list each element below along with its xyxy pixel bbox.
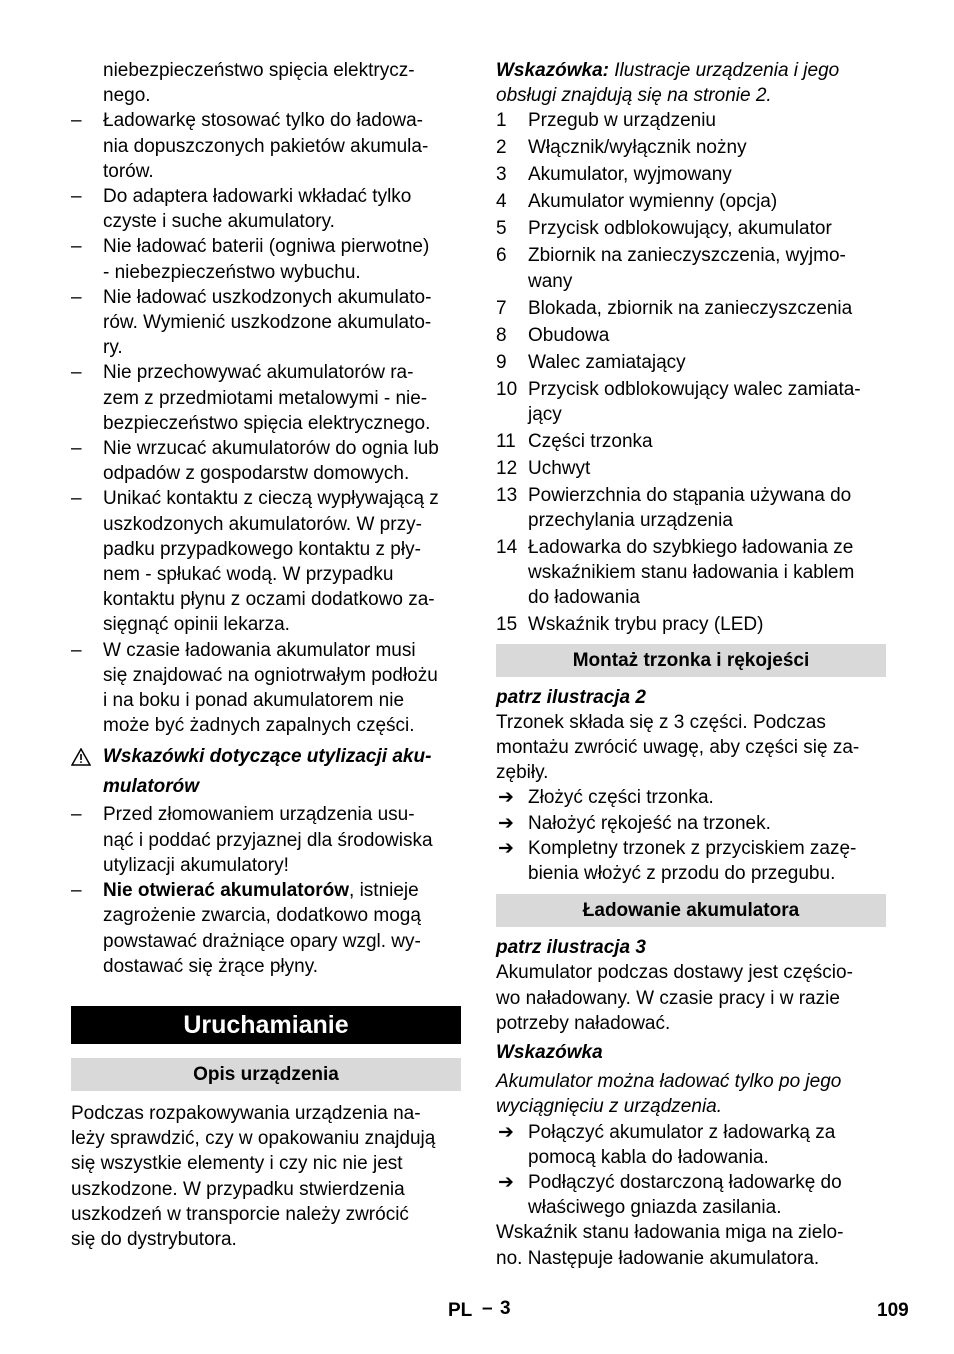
item-number: 10 — [496, 378, 518, 400]
disposal-warning-heading: Wskazówki dotyczące utylizacji aku- mulatorów — [71, 742, 461, 802]
illustration-hint: Wskazówka: Ilustracje urządzenia i jego obsługi znajdują się na stronie 2. — [496, 60, 840, 107]
item-number: 9 — [496, 351, 507, 373]
section-title: Ładowanie akumulatora — [496, 894, 886, 927]
parts-list-item: 4 Akumulator wymienny (opcja) — [496, 189, 886, 214]
item-number: 3 — [496, 164, 507, 186]
subsection-title: Opis urządzenia — [71, 1058, 461, 1091]
parts-list — [496, 108, 886, 637]
footer-section-number: 3 — [500, 1298, 511, 1319]
dash-bullet: – — [71, 110, 82, 132]
step-item: ➔ Połączyć akumulator z ładowarką za pomocą kabla do ładowania. — [498, 1121, 836, 1168]
charging-steps — [496, 1120, 886, 1221]
arrow-icon: ➔ — [498, 812, 514, 834]
step-item: ➔ Złożyć części trzonka. — [496, 785, 886, 810]
arrow-icon: ➔ — [498, 787, 514, 809]
right-column — [496, 58, 886, 1271]
parts-list-item: 15 Wskaźnik trybu pracy (LED) — [496, 612, 886, 637]
dash-bullet: – — [71, 639, 82, 661]
list-item: – Nie ładować baterii (ogniwa pierwotne) - niebezpieczeństwo wybuchu. — [71, 236, 430, 283]
dash-bullet: – — [71, 236, 82, 258]
hint-text: Akumulator można ładować tylko po jego wyciągnięciu z urządzenia. — [496, 1071, 842, 1118]
item-number: 5 — [496, 218, 507, 240]
parts-list-item: 10 Przycisk odblokowujący walec zamiata- jący — [496, 378, 861, 425]
item-number: 8 — [496, 324, 507, 346]
hint-label: Wskazówka — [496, 1042, 603, 1064]
parts-list-item: 7 Blokada, zbiornik na zanieczyszczenia — [496, 296, 886, 321]
illustration-reference: patrz ilustracja 2 — [496, 686, 646, 708]
page-number: 109 — [877, 1300, 909, 1321]
charging-paragraph: Akumulator podczas dostawy jest częścio- wo naładowany. W czasie pracy i w razie potrzeby naładować. — [496, 962, 853, 1034]
illustration-reference: patrz ilustracja 3 — [496, 937, 646, 959]
list-item: – Nie wrzucać akumulatorów do ognia lub odpadów z gospodarstw domowych. — [71, 438, 439, 485]
assembly-paragraph: Trzonek składa się z 3 części. Podczas montażu zwrócić uwagę, aby części się za- zębiły. — [496, 711, 860, 784]
step-item: ➔ Kompletny trzonek z przyciskiem zazę- bienia włożyć z przodu do przegubu. — [498, 837, 857, 885]
parts-list-item: 2 Włącznik/wyłącznik nożny — [496, 135, 886, 160]
list-item: – Przed złomowaniem urządzenia usu- nąć i poddać przyjaznej dla środowiska utylizacji akumulatory! — [71, 804, 433, 876]
item-number: 14 — [496, 537, 518, 559]
step-item: ➔ Podłączyć dostarczoną ładowarkę do właściwego gniazda zasilania. — [498, 1172, 842, 1219]
safety-list — [71, 108, 461, 738]
item-number: 11 — [496, 430, 516, 452]
parts-list-item: 13 Powierzchnia do stąpania używana do przechylania urządzenia — [496, 484, 852, 532]
list-item: – Nie otwierać akumulatorów, istnieje zagrożenie zwarcia, dodatkowo mogą powstawać drażniące opary wzgl. wy- dostawać się żrące płyny. — [71, 880, 421, 977]
item-number: 4 — [496, 191, 507, 213]
dash-bullet: – — [71, 186, 82, 208]
step-item: ➔ Nałożyć rękojeść na trzonek. — [496, 811, 886, 836]
list-item: – Nie ładować uszkodzonych akumulato- rów. Wymienić uszkodzone akumulato- ry. — [71, 286, 432, 359]
parts-list-item: 6 Zbiornik na zanieczyszczenia, wyjmo- wany — [496, 245, 846, 292]
item-number: 12 — [496, 457, 518, 479]
dash-bullet: – — [71, 488, 82, 510]
parts-list-item: 3 Akumulator, wyjmowany — [496, 162, 886, 187]
left-column — [71, 58, 461, 1252]
list-item: – Nie przechowywać akumulatorów ra- zem z przedmiotami metalowymi - nie- bezpieczeństwo spięcia elektrycznego. — [71, 362, 431, 434]
footer-dash: – — [482, 1298, 493, 1319]
arrow-icon: ➔ — [498, 837, 514, 859]
parts-list-item: 12 Uchwyt — [496, 456, 886, 481]
parts-list-item: 9 Walec zamiatający — [496, 350, 886, 375]
item-number: 1 — [496, 110, 507, 132]
dash-bullet: – — [71, 362, 82, 384]
arrow-icon: ➔ — [498, 1121, 514, 1143]
warning-triangle-icon — [71, 746, 91, 776]
list-item: – Ładowarkę stosować tylko do ładowa- nia dopuszczonych pakietów akumula- torów. — [71, 110, 429, 182]
parts-list-item: 8 Obudowa — [496, 323, 886, 348]
item-number: 13 — [496, 484, 518, 506]
parts-list-item: 14 Ładowarka do szybkiego ładowania ze wskaźnikiem stanu ładowania i kablem do ładowania — [496, 537, 855, 609]
item-number: 6 — [496, 245, 507, 267]
parts-list-item: 11 Części trzonka — [496, 429, 886, 454]
item-number: 15 — [496, 614, 518, 636]
item-number: 2 — [496, 137, 507, 159]
dash-bullet: – — [71, 438, 82, 460]
footer-language: PL — [448, 1300, 473, 1321]
arrow-icon: ➔ — [498, 1172, 514, 1194]
section-title: Uruchamianie — [71, 1006, 461, 1044]
item-number: 7 — [496, 297, 507, 319]
description-paragraph: Podczas rozpakowywania urządzenia na- leży sprawdzić, czy w opakowaniu znajdują się wszystkie elementy i czy nic nie jest uszkodzone. W przypadku stwierdzenia uszkodzeń w transporcie należy zwrócić się do dystrybutora. — [71, 1102, 436, 1250]
assembly-steps — [496, 785, 886, 886]
section-title: Montaż trzonka i rękojeści — [496, 644, 886, 677]
continuation-text: niebezpieczeństwo spięcia elektrycz- nego. — [103, 60, 415, 107]
list-item: – Do adaptera ładowarki wkładać tylko czyste i suche akumulatory. — [71, 186, 412, 233]
charging-end-paragraph: Wskaźnik stanu ładowania miga na zielo- no. Następuje ładowanie akumulatora. — [496, 1222, 844, 1269]
parts-list-item: 1 Przegub w urządzeniu — [496, 108, 886, 133]
list-item: – W czasie ładowania akumulator musi się znajdować na ogniotrwałym podłożu i na boku i ponad akumulatorem nie może być żadnych zapalnych części. — [71, 639, 438, 737]
list-item: – Unikać kontaktu z cieczą wypływającą z uszkodzonych akumulatorów. W przy- padku przypadkowego kontaktu z pły- nem - spłukać wodą. W przypadku kontaktu płynu z oczami dodatkowo za- sięgnąć opinii lekarza. — [71, 488, 439, 636]
dash-bullet: – — [71, 286, 82, 308]
parts-list-item: 5 Przycisk odblokowujący, akumulator — [496, 216, 886, 241]
